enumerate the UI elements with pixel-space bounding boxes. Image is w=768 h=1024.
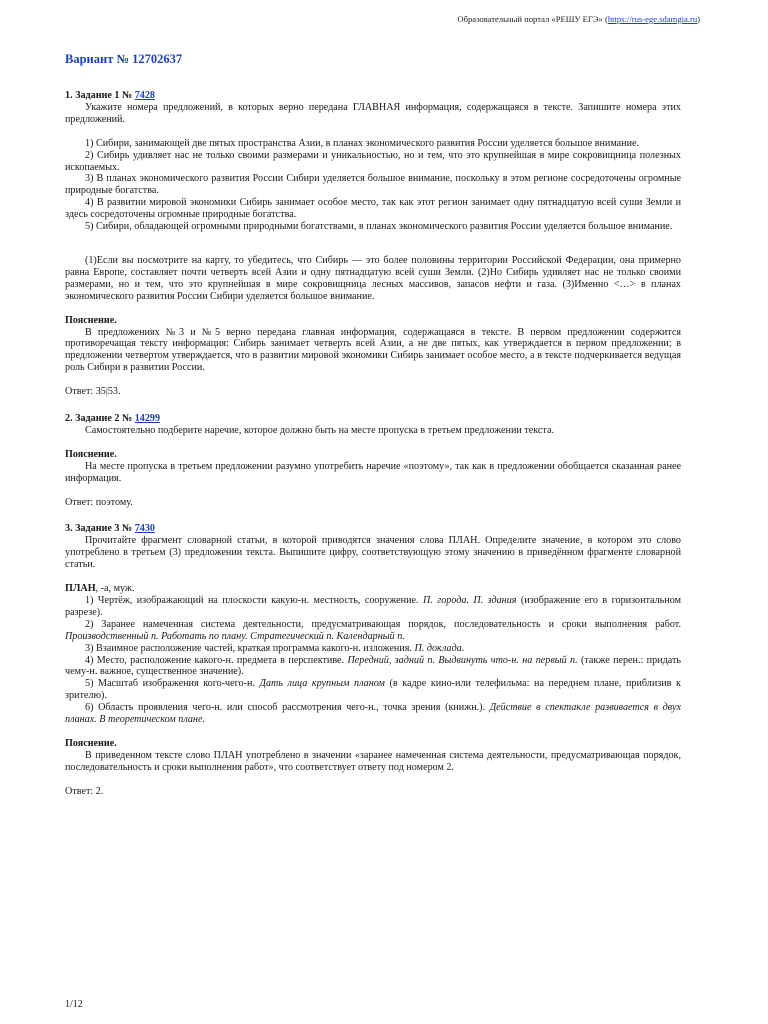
task-2-link[interactable]: 14299 <box>134 413 161 425</box>
dictionary-meaning: 2) Заранее намеченная система деятельности, предусматривающая порядок, последовательность и сроки выполнения работ. Производственный п. Работать по плану. Стратегический п. Календарный п. <box>65 618 681 642</box>
task-1-option: 3) В планах экономического развития России Сибири уделяется большое внимание, поскольку в этом регионе сосредоточены огромные природные богатства. <box>65 173 681 197</box>
task-1-explanation: В предложениях №3 и №5 верно передана главная информация, содержащаяся в тексте. В первом предложении содержится противоречащая тексту информация: Сибирь занимает четверть всей Азии, а не две пятых, как утверждается в первом предложении; в предложении четвертом утверждается, что в развитии мировой экономики Сибирь занимает особое место, а в тексте подчеркивается ведущая роль Сибири в развитии России. <box>65 326 681 374</box>
task-2-explanation: На месте пропуска в третьем предложении разумно употребить наречие «поэтому», так как в предложении обобщается сказанная ранее информация. <box>65 460 681 484</box>
task-3-link[interactable]: 7430 <box>134 523 155 535</box>
dictionary-meaning: 1) Чертёж, изображающий на плоскости какую-н. местность, сооружение. П. города. П. здания (изображение его в горизонтальном разрезе). <box>65 595 681 618</box>
task-1-option: 4) В развитии мировой экономики Сибирь занимает особое место, так как этот регион занимает одну пятнадцатую всей суши Земли и здесь сосредоточены огромные природные богатства. <box>65 197 681 221</box>
task-1-title-text: 1. Задание 1 № <box>65 90 135 101</box>
task-3-answer: Ответ: 2. <box>65 785 104 797</box>
task-1-prompt: Укажите номера предложений, в которых верно передана ГЛАВНАЯ информация, содержащаяся в тексте. Запишите номера этих предложений. <box>65 101 681 125</box>
portal-header <box>457 14 700 24</box>
dictionary-grammar: , -а, муж. <box>95 583 135 595</box>
task-3-explanation: В приведенном тексте слово ПЛАН употреблено в значении «заранее намеченная система деятельности, предусматривающая порядок, последовательность и сроки выполнения работ», что соответствует ответу под номером 2. <box>65 749 681 773</box>
task-1-explanation-title: Пояснение. <box>65 314 117 326</box>
dictionary-meaning: 3) Взаимное расположение частей, краткая программа какого-н. изложения. П. доклада. <box>85 642 465 654</box>
task-3-title <box>65 523 681 535</box>
portal-link[interactable]: https://rus-ege.sdamgia.ru <box>607 14 698 24</box>
task-1-answer: Ответ: 35|53. <box>65 386 121 398</box>
dictionary-meaning: 5) Масштаб изображения кого-чего-н. Дать лица крупным планом (в кадре кино-или телефильма: на переднем плане, приблизив к зрителю). <box>65 678 681 702</box>
task-1-source-text: (1)Если вы посмотрите на карту, то убедитесь, что Сибирь — это более половины территории Российской Федерации, она примерно равна Европе, составляет почти четверть всей Азии и одну пятнадцатую всей суши Земли. (2)Но Сибирь удивляет нас не только своими размерами, но и тем, что это крупнейшая в мире сокровищница лесных массивов, запасов нефти и газа. (3)Именно <…> в планах экономического развития России Сибири уделяется большое внимание. <box>65 254 681 302</box>
task-1-option: 5) Сибири, обладающей огромными природными богатствами, в планах экономического развития России уделяется большое внимание. <box>85 221 673 233</box>
document-body <box>65 90 681 798</box>
task-3-title-text: 3. Задание 3 № <box>65 523 135 535</box>
portal-header-prefix: Образовательный портал «РЕШУ ЕГЭ» ( <box>457 14 608 24</box>
page-number: 1/12 <box>65 999 83 1010</box>
dictionary-meaning: 4) Место, расположение какого-н. предмета в перспективе. Передний, задний п. Выдвинуть что-н. на первый п. (также перен.: придать чему-н. важное, существенное значение). <box>65 654 681 678</box>
dictionary-meaning: 6) Область проявления чего-н. или способ рассмотрения чего-н., точка зрения (книжн.). Действие в спектакле развивается в двух планах. В теоретическом плане. <box>65 702 681 726</box>
task-3-prompt: Прочитайте фрагмент словарной статьи, в которой приводятся значения слова ПЛАН. Определите значение, в котором это слово употреблено в третьем (3) предложении текста. Выпишите цифру, соответствующую этому значению в приведённом фрагменте словарной статьи. <box>65 535 681 571</box>
task-3-explanation-title: Пояснение. <box>65 737 117 749</box>
variant-title: Вариант № 12702637 <box>65 52 183 66</box>
task-2-explanation-title: Пояснение. <box>65 448 117 460</box>
dictionary-entry-head <box>65 583 681 595</box>
task-1-option: 1) Сибири, занимающей две пятых пространства Азии, в планах экономического развития России уделяется большое внимание. <box>85 137 640 149</box>
task-2-title-text: 2. Задание 2 № <box>65 413 135 425</box>
dictionary-headword: ПЛАН <box>65 583 96 595</box>
task-2-title <box>65 413 681 425</box>
task-2-answer: Ответ: поэтому. <box>65 496 133 508</box>
task-2-prompt: Самостоятельно подберите наречие, которое должно быть на месте пропуска в третьем предложении текста. <box>85 424 554 436</box>
task-1-link[interactable]: 7428 <box>134 90 155 101</box>
portal-header-suffix: ) <box>697 14 700 24</box>
task-1-title <box>65 90 681 102</box>
task-1-option: 2) Сибирь удивляет нас не только своими размерами и уникальностью, но и тем, что это крупнейшая в мире сокровищница полезных ископаемых. <box>65 149 681 173</box>
